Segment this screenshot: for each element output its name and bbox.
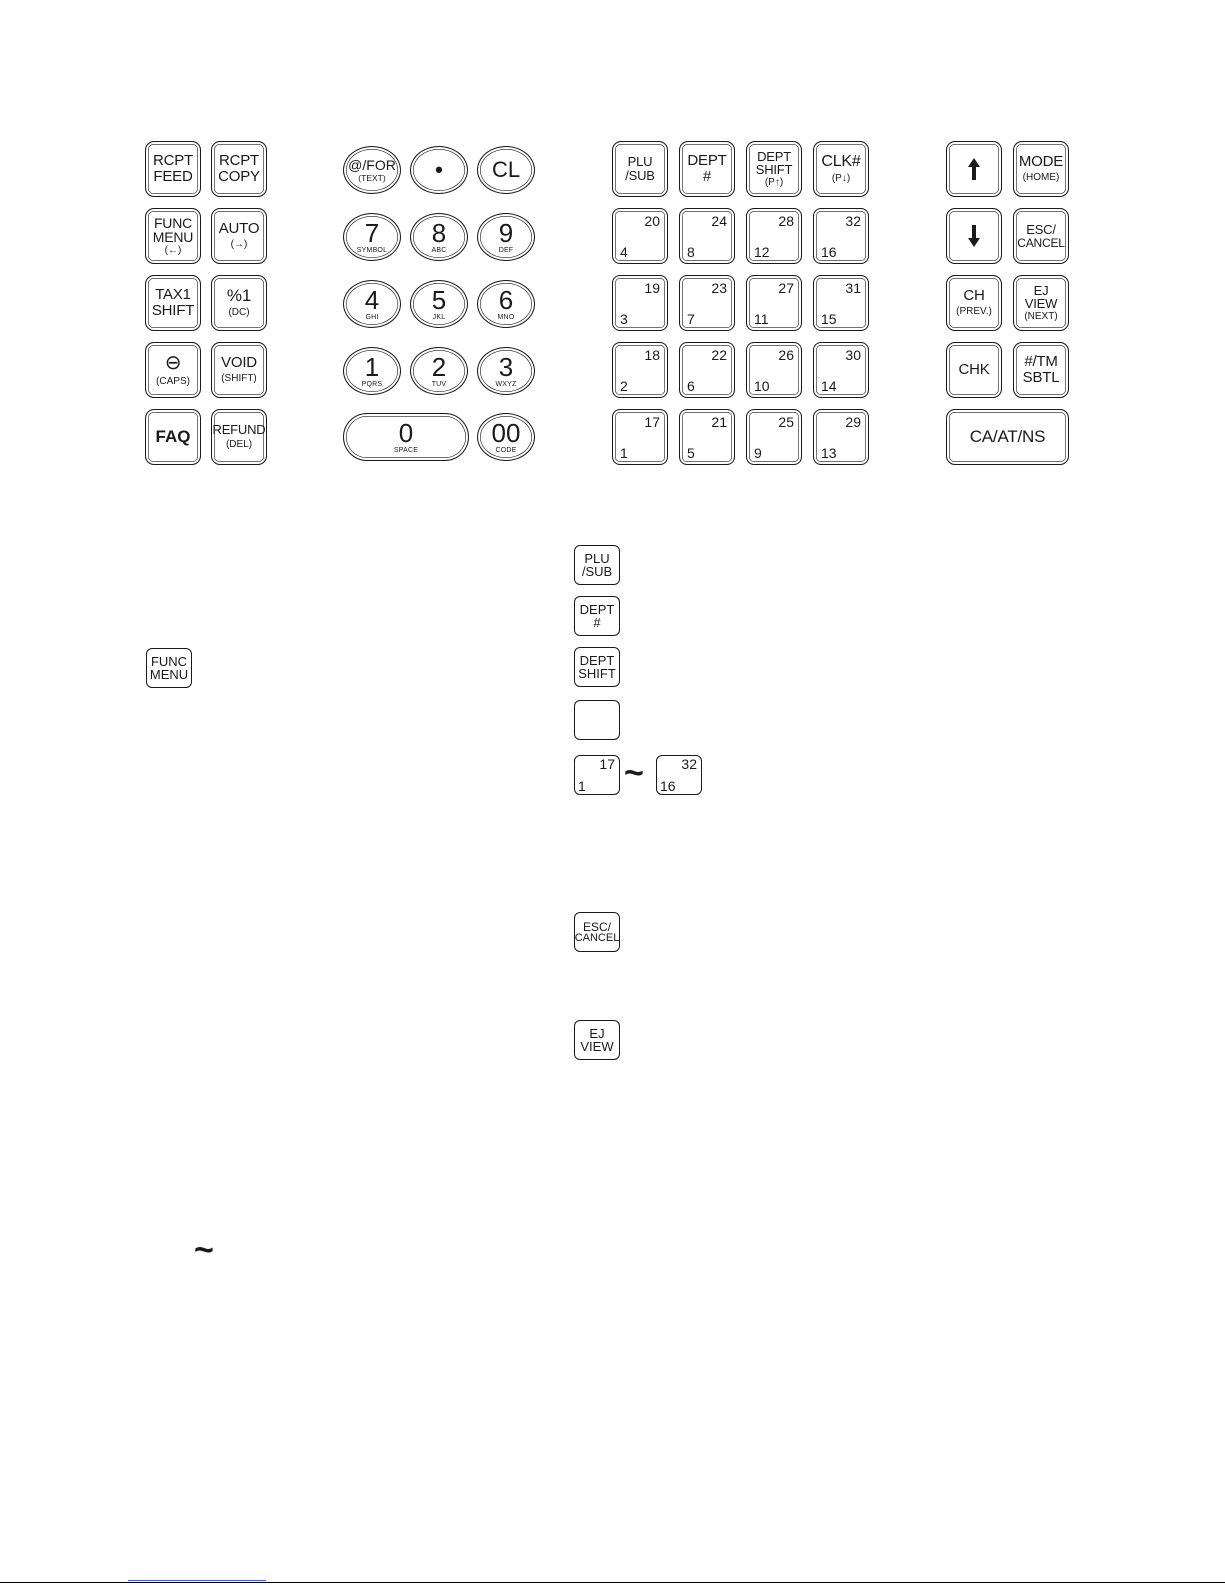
digit-6-key[interactable] (477, 280, 535, 328)
key-label: VIEW (1024, 296, 1058, 312)
key-label: VIEW (580, 1039, 614, 1054)
dept-lower-number: 1 (620, 445, 628, 461)
down-arrow-key[interactable] (946, 208, 1002, 264)
digit-label: 6 (498, 285, 514, 315)
minus-icon: ⊖ (164, 351, 182, 374)
dept-lower-number: 3 (620, 311, 628, 327)
dept-upper-number: 17 (644, 414, 660, 430)
faq-key[interactable] (145, 409, 201, 465)
dept-lower-number: 13 (821, 445, 837, 461)
dept-lower-number: 7 (687, 311, 695, 327)
legend-esc-cancel-key (574, 912, 620, 952)
dept-upper-number: 17 (599, 756, 615, 772)
key-label: DEPT (687, 152, 727, 170)
dept-lower-number: 2 (620, 378, 628, 394)
key-label: MENU (152, 229, 194, 246)
key-label: COPY (218, 168, 260, 185)
dept-lower-number: 4 (620, 244, 628, 260)
key-label: CLK# (821, 152, 861, 170)
footer-link-underline[interactable] (128, 1580, 266, 1581)
dept-upper-number: 24 (711, 213, 727, 229)
key-label: EJ (589, 1026, 605, 1041)
key-label: # (702, 168, 712, 185)
key-sublabel: (PREV.) (956, 306, 992, 318)
digit-label: 9 (498, 218, 514, 248)
percent1-key[interactable] (211, 275, 267, 331)
key-label: ESC/ (582, 919, 611, 934)
key-sublabel: (NEXT) (1024, 310, 1058, 322)
key-label: VOID (221, 354, 257, 372)
key-sublabel: (→) (230, 239, 248, 251)
rcpt-copy-key[interactable] (211, 141, 267, 197)
key-label: CHK (958, 361, 990, 379)
dept-upper-number: 32 (845, 213, 861, 229)
dept-number-key[interactable] (679, 141, 735, 197)
digit-label: 4 (364, 285, 380, 315)
letters-label: PQRS (361, 381, 383, 388)
clerk-number-key[interactable] (813, 141, 869, 197)
digit-label: 1 (364, 352, 380, 382)
key-sublabel: (P↑) (764, 176, 784, 188)
key-label: FAQ (155, 427, 191, 447)
letters-label: SYMBOL (356, 247, 388, 254)
department-key[interactable] (746, 342, 802, 398)
dept-lower-number: 1 (578, 778, 586, 794)
department-key[interactable] (813, 275, 869, 331)
key-label: FEED (153, 168, 193, 185)
key-label: CL (491, 157, 521, 182)
ej-view-key[interactable] (1013, 275, 1069, 331)
digit-0-key[interactable] (343, 413, 469, 461)
digit-label: 2 (431, 352, 447, 382)
decimal-point-key[interactable] (410, 146, 468, 194)
key-label: /SUB (581, 564, 613, 579)
key-label: DEPT (757, 148, 791, 164)
key-label: TAX1 (155, 286, 191, 304)
ca-at-ns-key[interactable] (946, 409, 1069, 465)
dept-lower-number: 6 (687, 378, 695, 394)
esc-cancel-key[interactable] (1013, 208, 1069, 264)
key-label: REFUND (212, 422, 266, 438)
department-key[interactable] (813, 409, 869, 465)
dept-lower-number: 11 (754, 311, 769, 327)
digit-2-key[interactable] (410, 347, 468, 395)
dept-lower-number: 8 (687, 244, 695, 260)
up-arrow-key[interactable] (946, 141, 1002, 197)
legend-dept-number-key (574, 596, 620, 636)
digit-label: 00 (491, 418, 521, 448)
dept-upper-number: 30 (845, 347, 861, 363)
up-arrow-icon (967, 158, 981, 180)
key-sublabel: (DEL) (225, 439, 253, 451)
key-sublabel: (HOME) (1022, 172, 1060, 184)
letters-label: JKL (432, 314, 446, 321)
digit-label: 0 (398, 418, 414, 448)
department-key[interactable] (612, 409, 668, 465)
letters-label: GHI (365, 314, 379, 321)
key-label: /SUB (625, 168, 655, 183)
dept-upper-number: 19 (644, 280, 660, 296)
dept-shift-key[interactable] (746, 141, 802, 197)
legend-plu-sub-key (574, 545, 620, 585)
key-label: ESC/ (1026, 221, 1056, 237)
dept-lower-number: 14 (821, 378, 837, 394)
letters-label: CODE (495, 447, 517, 454)
digit-5-key[interactable] (410, 280, 468, 328)
minus-key[interactable] (145, 342, 201, 398)
key-label: EJ (1033, 282, 1049, 298)
legend-func-menu-key (146, 648, 192, 688)
key-label: SHIFT (578, 666, 616, 681)
dot-icon: • (435, 157, 443, 182)
letters-label: ABC (431, 247, 447, 254)
dept-upper-number: 21 (711, 414, 727, 430)
key-label: SBTL (1022, 369, 1060, 386)
auto-key[interactable] (211, 208, 267, 264)
legend-blank-key (574, 700, 620, 740)
key-label: DEPT (579, 602, 615, 617)
key-label: @/FOR (348, 156, 396, 173)
dept-upper-number: 29 (845, 414, 861, 430)
digit-label: 8 (431, 218, 447, 248)
dept-upper-number: 32 (681, 756, 697, 772)
legend-dept-shift-key (574, 647, 620, 687)
digit-4-key[interactable] (343, 280, 401, 328)
digit-7-key[interactable] (343, 213, 401, 261)
key-label: MODE (1018, 153, 1064, 171)
letters-label: DEF (498, 247, 514, 254)
digit-1-key[interactable] (343, 347, 401, 395)
down-arrow-icon (967, 225, 981, 247)
key-label: FUNC (153, 214, 193, 231)
key-label: SHIFT (151, 302, 195, 319)
key-sublabel: (P↓) (831, 172, 851, 184)
letters-label: MNO (497, 314, 515, 321)
department-key[interactable] (746, 275, 802, 331)
department-key[interactable] (679, 208, 735, 264)
plu-sub-key[interactable] (612, 141, 668, 197)
chk-key[interactable] (946, 342, 1002, 398)
key-label: CANCEL (1017, 235, 1065, 250)
key-sublabel: (DC) (228, 307, 250, 319)
digit-3-key[interactable] (477, 347, 535, 395)
rcpt-feed-key[interactable] (145, 141, 201, 197)
tax1-shift-key[interactable] (145, 275, 201, 331)
legend-dept-range-start-key (574, 755, 620, 795)
department-key[interactable] (612, 208, 668, 264)
dept-lower-number: 16 (660, 778, 676, 794)
dept-upper-number: 26 (778, 347, 794, 363)
digit-label: 3 (498, 352, 514, 382)
dept-lower-number: 15 (821, 311, 837, 327)
letters-label: TUV (431, 381, 447, 388)
digit-9-key[interactable] (477, 213, 535, 261)
footer-rule (0, 1582, 1225, 1583)
dept-lower-number: 12 (754, 244, 770, 260)
department-key[interactable] (746, 208, 802, 264)
legend-ej-view-key (574, 1020, 620, 1060)
dept-lower-number: 5 (687, 445, 695, 461)
dept-lower-number: 16 (821, 244, 837, 260)
department-key[interactable] (746, 409, 802, 465)
dept-lower-number: 10 (754, 378, 770, 394)
key-label: SHIFT (755, 162, 793, 178)
letters-label: WXYZ (495, 381, 517, 388)
dept-upper-number: 23 (711, 280, 727, 296)
department-key[interactable] (612, 275, 668, 331)
tm-sbtl-key[interactable] (1013, 342, 1069, 398)
key-label: MENU (149, 667, 189, 682)
double-zero-key[interactable] (477, 413, 535, 461)
department-key[interactable] (813, 208, 869, 264)
department-key[interactable] (813, 342, 869, 398)
department-key[interactable] (679, 275, 735, 331)
key-label: PLU (584, 551, 610, 566)
key-sublabel: (←) (164, 244, 182, 256)
clear-key[interactable] (477, 146, 535, 194)
left-column-tilde: ~ (194, 1231, 214, 1269)
key-label: CANCEL (574, 931, 620, 944)
dept-upper-number: 18 (644, 347, 660, 363)
void-key[interactable] (211, 342, 267, 398)
key-label: DEPT (579, 653, 615, 668)
legend-dept-range-end-key (656, 755, 702, 795)
digit-label: 7 (364, 218, 380, 248)
department-key[interactable] (679, 342, 735, 398)
for-key[interactable] (343, 146, 401, 194)
refund-key[interactable] (211, 409, 267, 465)
ch-key[interactable] (946, 275, 1002, 331)
key-label: CH (963, 287, 985, 305)
dept-upper-number: 27 (778, 280, 794, 296)
key-label: RCPT (218, 152, 260, 170)
mode-key[interactable] (1013, 141, 1069, 197)
dept-lower-number: 9 (754, 445, 762, 461)
key-label: %1 (226, 286, 252, 306)
key-label: CA/AT/NS (969, 427, 1046, 447)
department-key[interactable] (612, 342, 668, 398)
digit-8-key[interactable] (410, 213, 468, 261)
letters-label: SPACE (393, 447, 419, 454)
key-label: # (593, 615, 601, 630)
key-label: PLU (627, 154, 653, 170)
department-key[interactable] (679, 409, 735, 465)
dept-upper-number: 22 (711, 347, 727, 363)
func-menu-key[interactable] (145, 208, 201, 264)
dept-upper-number: 20 (644, 213, 660, 229)
dept-upper-number: 28 (778, 213, 794, 229)
digit-label: 5 (431, 285, 447, 315)
key-sublabel: (SHIFT) (221, 373, 257, 385)
key-sublabel: (CAPS) (156, 375, 190, 387)
dept-upper-number: 25 (778, 414, 794, 430)
dept-upper-number: 31 (845, 280, 861, 296)
key-label: RCPT (152, 152, 194, 170)
key-sublabel: (TEXT) (358, 172, 386, 183)
key-label: FUNC (150, 654, 188, 669)
key-label: #/TM (1024, 353, 1058, 371)
range-tilde: ~ (624, 754, 644, 792)
key-label: AUTO (218, 220, 260, 238)
